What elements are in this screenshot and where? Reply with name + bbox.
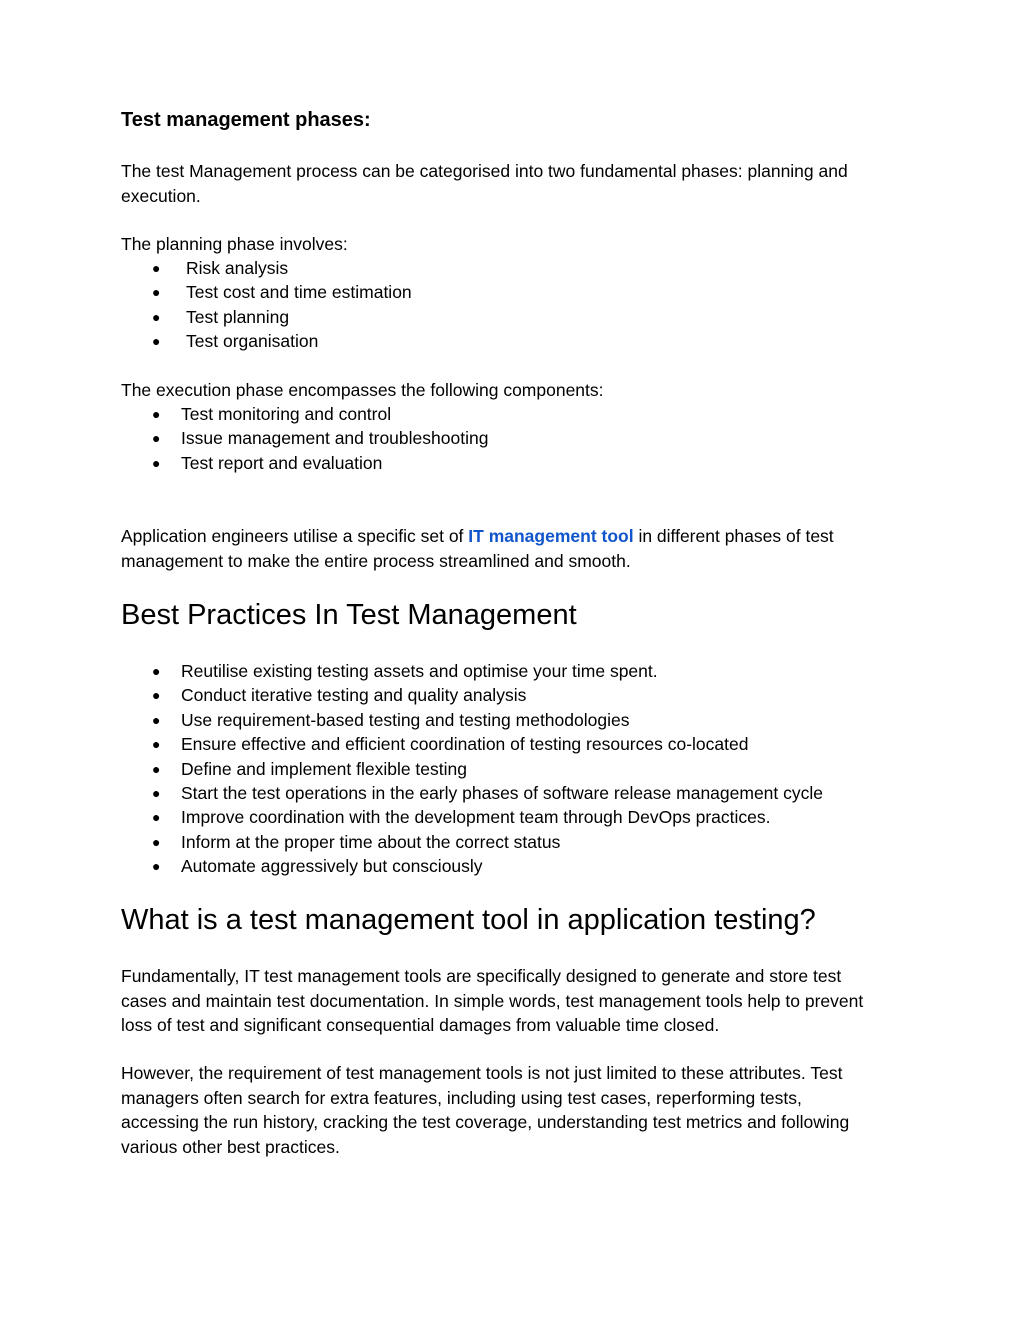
intro-line-1: The test Management process can be categorised into two fundamental phases: planning and — [121, 161, 848, 181]
it-management-tool-link[interactable]: IT management tool — [468, 526, 634, 546]
bullet-icon: ● — [152, 858, 161, 875]
bullet-icon: ● — [152, 785, 161, 802]
bullet-icon: ● — [152, 833, 161, 850]
list-item: ● Test planning — [121, 305, 412, 329]
list-item: ● Automate aggressively but consciously — [121, 854, 823, 878]
bullet-icon: ● — [152, 284, 161, 301]
list-item: ● Use requirement-based testing and testing methodologies — [121, 708, 823, 732]
list-item: ● Issue management and troubleshooting — [121, 426, 488, 450]
bullet-icon: ● — [152, 406, 161, 422]
tool-paragraph: Application engineers utilise a specific set of IT management tool in different phases of test management to make the entire process streamlined and smooth. — [121, 526, 834, 571]
list-item: ● Reutilise existing testing assets and optimise your time spent. — [121, 659, 823, 683]
bullet-icon: ● — [152, 760, 161, 777]
list-item: ● Risk analysis — [121, 256, 412, 280]
list-item: ● Test cost and time estimation — [121, 280, 412, 304]
what-is-paragraph-1: Fundamentally, IT test management tools are specifically designed to generate and store test cases and maintain test documentation. In simple words, test management tools help to prevent loss of test and significant consequential damages from valuable time closed. — [121, 966, 864, 1035]
list-item: ● Ensure effective and efficient coordination of testing resources co-located — [121, 732, 823, 756]
bullet-icon: ● — [152, 308, 161, 325]
what-is-heading: What is a test management tool in application testing? — [121, 904, 816, 936]
bullet-icon: ● — [152, 430, 161, 447]
bullet-icon: ● — [152, 260, 161, 276]
bullet-icon: ● — [152, 736, 161, 753]
intro-paragraph — [121, 159, 911, 208]
best-practices-list — [121, 659, 823, 879]
bullet-icon: ● — [152, 711, 161, 728]
list-item: ● Test monitoring and control — [121, 402, 488, 426]
best-practices-heading: Best Practices In Test Management — [121, 599, 577, 631]
list-item: ● Start the test operations in the early phases of software release management cycle — [121, 781, 823, 805]
list-item: ● Improve coordination with the development team through DevOps practices. — [121, 805, 823, 829]
list-item: ● Inform at the proper time about the correct status — [121, 830, 823, 854]
list-item: ● Test report and evaluation — [121, 451, 488, 475]
planning-list — [121, 256, 412, 354]
execution-list — [121, 402, 488, 475]
bullet-icon: ● — [152, 454, 161, 471]
bullet-icon: ● — [152, 687, 161, 704]
list-item: ● Conduct iterative testing and quality analysis — [121, 683, 823, 707]
intro-line-2: execution. — [121, 185, 201, 206]
list-item: ● Define and implement flexible testing — [121, 757, 823, 781]
planning-intro: The planning phase involves: — [121, 234, 348, 254]
bullet-icon: ● — [152, 663, 161, 679]
test-management-phases-heading: Test management phases: — [121, 109, 371, 131]
what-is-paragraph-2: However, the requirement of test management tools is not just limited to these attributes. Test managers often search for extra features, including using test cases, reperforming tests, accessing the run history, cracking the test coverage, understanding test metrics and following various other best practices. — [121, 1063, 850, 1157]
bullet-icon: ● — [152, 333, 161, 350]
list-item: ● Test organisation — [121, 329, 412, 353]
bullet-icon: ● — [152, 809, 161, 826]
execution-intro: The execution phase encompasses the following components: — [121, 380, 604, 400]
